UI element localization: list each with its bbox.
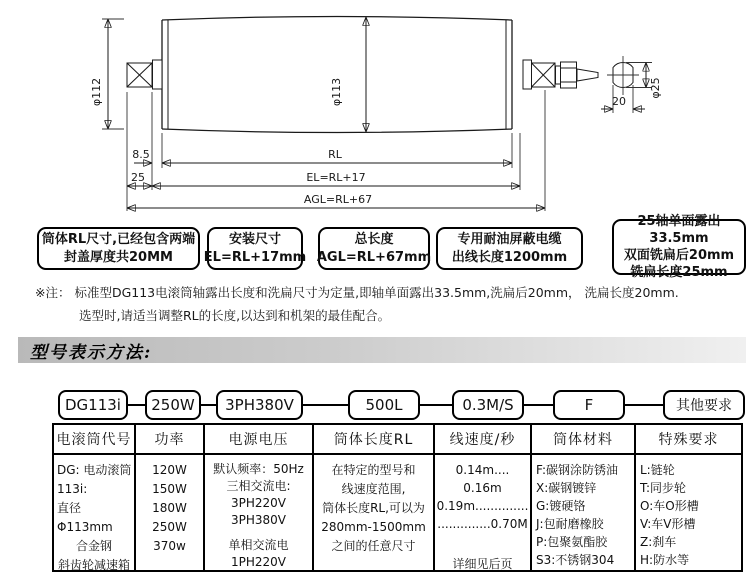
cell-line: V:车V形槽 bbox=[640, 517, 696, 531]
drum-outline bbox=[162, 17, 512, 133]
cell-line: S3:不锈钢304 bbox=[536, 553, 615, 567]
table-body-cell-special bbox=[636, 455, 741, 570]
cell-line: 斜齿轮减速箱 bbox=[57, 558, 130, 570]
model-box-power: 250W bbox=[145, 390, 201, 420]
cell-line: 三相交流电: bbox=[226, 479, 291, 493]
callout-line: 筒体RL尺寸,已经包含两端 bbox=[41, 231, 196, 247]
model-code-row bbox=[58, 390, 745, 420]
connector-line bbox=[420, 404, 452, 406]
cell-line: 370w bbox=[153, 539, 186, 553]
footnote-prefix: ※注： bbox=[35, 285, 71, 300]
table-body-cell-voltage bbox=[205, 455, 314, 570]
dim-8-5: 8.5 bbox=[132, 148, 150, 161]
cell-line: 直径Φ113mm bbox=[57, 501, 113, 534]
dim-phi113: φ113 bbox=[330, 77, 343, 107]
model-box-voltage: 3PH380V bbox=[216, 390, 303, 420]
callout-line: 铣扁长度25mm bbox=[630, 265, 728, 280]
cell-line: H:防水等 bbox=[640, 553, 690, 567]
cell-line: 合金钢 bbox=[75, 539, 112, 553]
dim-20: 20 bbox=[612, 95, 626, 108]
cell-line: 3PH220V bbox=[230, 496, 286, 510]
shaft-end-detail bbox=[607, 56, 639, 95]
table-header-cell: 电源电压 bbox=[205, 425, 314, 455]
callout-mounting-size bbox=[203, 227, 307, 270]
dim-25: 25 bbox=[131, 171, 145, 184]
cell-line: L:链轮 bbox=[640, 463, 675, 477]
cell-line: 3PH380V bbox=[230, 513, 286, 527]
table-body-cell-code bbox=[54, 455, 136, 570]
cell-line: 250W bbox=[152, 520, 187, 534]
connector-line bbox=[201, 404, 216, 406]
callout-cable bbox=[436, 227, 583, 270]
cable bbox=[577, 69, 598, 81]
cell-line: G:镀硬铬 bbox=[536, 499, 586, 513]
cell-line: 0.19m.............. bbox=[436, 499, 529, 513]
cell-line: 详细见后页 bbox=[452, 557, 513, 570]
table-body-cell-power bbox=[136, 455, 205, 570]
cell-line: 筒体长度RL,可以为 bbox=[322, 501, 425, 515]
footnote bbox=[35, 281, 750, 327]
section-header-bar bbox=[18, 337, 746, 363]
callout-total-length bbox=[318, 227, 430, 270]
table-header-cell: 特殊要求 bbox=[636, 425, 741, 455]
table-header-cell: 电滚筒代号 bbox=[54, 425, 136, 455]
dim-phi25: φ25 bbox=[649, 77, 662, 99]
table-header-cell: 线速度/秒 bbox=[435, 425, 532, 455]
cell-line: O:车O形槽 bbox=[640, 499, 699, 513]
cell-line: 在特定的型号和 bbox=[331, 463, 416, 477]
model-box-length: 500L bbox=[348, 390, 420, 420]
cell-line: 1PH220V bbox=[230, 555, 286, 569]
callout-line: 封盖厚度共20MM bbox=[64, 249, 173, 265]
cell-line: 180W bbox=[152, 501, 187, 515]
footnote-line2: 选型时,请适当调整RL的长度,以达到和机架的最佳配合。 bbox=[79, 308, 391, 323]
cell-line: 113i: bbox=[57, 482, 88, 496]
callout-line: AGL=RL+67mm bbox=[316, 249, 432, 265]
dimension-lines bbox=[90, 17, 662, 211]
cell-line: T:同步轮 bbox=[640, 481, 687, 495]
callout-drum-length bbox=[37, 227, 200, 270]
cell-line: 280mm-1500mm bbox=[321, 520, 426, 534]
table-header-cell: 功率 bbox=[136, 425, 205, 455]
cell-line: DG: 电动滚筒 bbox=[57, 463, 132, 477]
cell-line: 之间的任意尺寸 bbox=[331, 539, 416, 553]
spec-table bbox=[52, 423, 743, 572]
callout-line: 双面铣扁后20mm bbox=[623, 248, 735, 263]
dim-el: EL=RL+17 bbox=[306, 171, 366, 184]
dim-phi112: φ112 bbox=[90, 77, 103, 107]
cell-line: 单相交流电 bbox=[228, 538, 289, 552]
table-body-cell-material bbox=[532, 455, 636, 570]
callout-line: 出线长度1200mm bbox=[451, 249, 568, 265]
callout-shaft-flat bbox=[612, 214, 746, 280]
right-shaft-bearing-symbol bbox=[523, 60, 555, 89]
callout-line: 25轴单面露出33.5mm bbox=[637, 214, 721, 246]
cell-line: ..............0.70M bbox=[437, 517, 528, 531]
cell-line: 0.14m.... 0.16m bbox=[455, 463, 510, 495]
dim-rl: RL bbox=[328, 148, 342, 161]
footnote-line1 bbox=[35, 281, 750, 304]
table-header-cell: 筒体材料 bbox=[532, 425, 636, 455]
cell-line: 150W bbox=[152, 482, 187, 496]
table-header-cell: 筒体长度RL bbox=[314, 425, 435, 455]
model-box-series: DG113i bbox=[58, 390, 128, 420]
connector-line bbox=[625, 404, 663, 406]
callout-line: 总长度 bbox=[354, 231, 394, 247]
table-body-cell-length bbox=[314, 455, 435, 570]
callout-line: EL=RL+17mm bbox=[203, 249, 307, 265]
left-shaft-bearing-symbol bbox=[127, 60, 162, 89]
cell-line: P:包聚氨酯胶 bbox=[536, 535, 608, 549]
cell-line: F:碳钢涂防锈油 bbox=[536, 463, 619, 477]
cell-line: 默认频率：50Hz bbox=[213, 462, 304, 476]
motorized-drum-technical-drawing bbox=[0, 0, 755, 216]
cell-line: Z:刹车 bbox=[640, 535, 677, 549]
model-box-special: 其他要求 bbox=[663, 390, 745, 420]
callout-line: 专用耐油屏蔽电缆 bbox=[457, 231, 562, 247]
model-box-material: F bbox=[553, 390, 625, 420]
connector-line bbox=[303, 404, 348, 406]
table-body-cell-speed bbox=[435, 455, 532, 570]
model-box-speed: 0.3M/S bbox=[452, 390, 524, 420]
cell-line: 线速度范围, bbox=[341, 482, 406, 496]
connector-line bbox=[128, 404, 145, 406]
callout-line: 安装尺寸 bbox=[228, 231, 281, 247]
cell-line: 120W bbox=[152, 463, 187, 477]
cable-gland bbox=[556, 62, 599, 88]
cell-line: X:碳钢镀锌 bbox=[536, 481, 597, 495]
cell-line: J:包耐磨橡胶 bbox=[536, 517, 604, 531]
dim-agl: AGL=RL+67 bbox=[303, 193, 373, 206]
section-title: 型号表示方法: bbox=[30, 342, 153, 363]
footnote-text1: 标准型DG113电滚筒轴露出长度和洗扁尺寸为定量,即轴单面露出33.5mm,洗扁后20mm， 洗扁长度20mm. bbox=[74, 285, 679, 300]
connector-line bbox=[524, 404, 553, 406]
